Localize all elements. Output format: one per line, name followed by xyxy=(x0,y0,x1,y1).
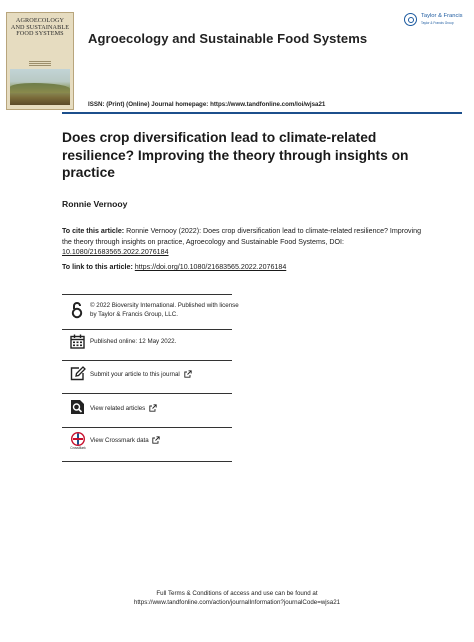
issn-line xyxy=(88,101,325,108)
taylor-francis-logo xyxy=(404,12,470,32)
external-link-icon xyxy=(149,404,157,412)
citation-block xyxy=(62,226,422,258)
info-divider xyxy=(62,461,232,462)
crossmark-label: View Crossmark data xyxy=(90,437,149,444)
journal-cover xyxy=(6,12,74,110)
article-doi-url[interactable]: https://doi.org/10.1080/21683565.2022.2076184 xyxy=(134,263,287,271)
related-articles-icon xyxy=(70,399,85,415)
crossmark-link[interactable] xyxy=(90,436,160,445)
journal-homepage-link[interactable]: https://www.tandfonline.com/loi/wjsa21 xyxy=(210,101,326,108)
info-divider xyxy=(62,393,232,394)
footer xyxy=(0,590,474,607)
taylor-francis-logo-text: Taylor & Francis xyxy=(421,13,463,19)
header-divider xyxy=(62,112,462,114)
cover-subtitle-lines xyxy=(29,61,51,67)
info-divider xyxy=(62,329,232,330)
citation-text: Ronnie Vernooy (2022): Does crop diversification lead to climate-related resilience? Improving the theory through insights on practice, Agroecology and Sustainable Food Systems, DOI: xyxy=(62,227,422,246)
crossmark-icon xyxy=(70,432,86,452)
cover-photo xyxy=(10,69,70,105)
submit-article-link[interactable] xyxy=(90,370,192,379)
taylor-francis-logo-icon xyxy=(404,13,417,26)
journal-name: Agroecology and Sustainable Food Systems xyxy=(88,31,368,46)
open-access-icon xyxy=(70,301,84,319)
submit-article-label: Submit your article to this journal xyxy=(90,371,180,378)
article-link-label: To link to this article: xyxy=(62,263,133,271)
info-divider xyxy=(62,360,232,361)
article-link-line xyxy=(62,263,286,271)
license-text: © 2022 Bioversity International. Published with license by Taylor & Francis Group, LLC. xyxy=(90,302,239,318)
citation-label: To cite this article: xyxy=(62,227,125,235)
edit-icon xyxy=(70,366,86,381)
taylor-francis-logo-subtext: Taylor & Francis Group xyxy=(421,21,454,25)
cover-title: AGROECOLOGY AND SUSTAINABLE FOOD SYSTEMS xyxy=(10,17,70,38)
issn-label: ISSN: (Print) (Online) Journal homepage: xyxy=(88,101,209,108)
calendar-icon xyxy=(70,334,85,349)
external-link-icon xyxy=(184,370,192,378)
external-link-icon xyxy=(152,436,160,444)
footer-terms-text: Full Terms & Conditions of access and use can be found at xyxy=(156,590,318,597)
related-articles-label: View related articles xyxy=(90,405,146,412)
info-divider xyxy=(62,294,232,295)
article-author: Ronnie Vernooy xyxy=(62,199,128,209)
info-divider xyxy=(62,427,232,428)
related-articles-link[interactable] xyxy=(90,404,157,413)
article-title: Does crop diversification lead to climate-related resilience? Improving the theory through insights on practice xyxy=(62,130,409,180)
citation-doi-link[interactable]: 10.1080/21683565.2022.2076184 xyxy=(62,248,169,256)
published-date: Published online: 12 May 2022. xyxy=(90,338,177,345)
footer-terms-link[interactable]: https://www.tandfonline.com/action/journalInformation?journalCode=wjsa21 xyxy=(133,598,341,606)
crossmark-icon-label: CrossMark xyxy=(70,446,86,450)
